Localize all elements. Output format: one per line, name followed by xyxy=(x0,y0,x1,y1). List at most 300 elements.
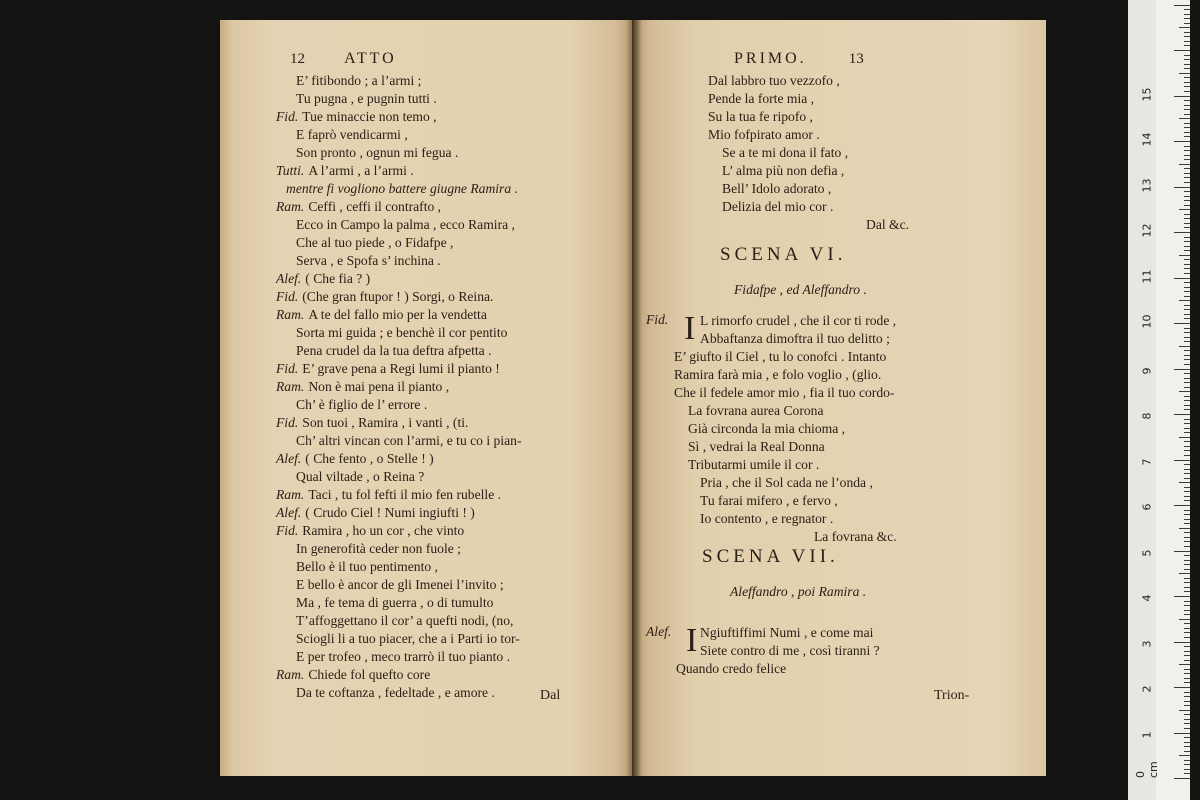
ruler-label: 9 xyxy=(1140,367,1154,374)
scene-6-personae: Fidafpe , ed Aleffandro . xyxy=(734,282,867,297)
ruler-tick xyxy=(1184,560,1190,561)
aria-line: Mio fofpirato amor . xyxy=(708,127,820,142)
ruler-tick xyxy=(1184,632,1190,633)
ruler-tick xyxy=(1184,614,1190,615)
ruler-tick xyxy=(1184,496,1190,497)
ruler-tick xyxy=(1184,537,1190,538)
ruler-tick xyxy=(1184,64,1190,65)
ruler-tick xyxy=(1184,309,1190,310)
ruler-tick xyxy=(1184,55,1190,56)
ruler-tick xyxy=(1184,532,1190,533)
ruler-tick xyxy=(1179,391,1190,392)
aria-line: Delizia del mio cor . xyxy=(722,199,834,214)
speaker-label: Fid. xyxy=(276,523,299,538)
ruler-tick xyxy=(1184,737,1190,738)
dialogue-line xyxy=(282,558,627,576)
ruler-tick xyxy=(1184,541,1190,542)
dialogue-line xyxy=(282,540,627,558)
dialogue-line xyxy=(282,324,627,342)
ruler-label: 3 xyxy=(1140,640,1154,647)
ruler-tick xyxy=(1179,528,1190,529)
ruler-tick xyxy=(1179,664,1190,665)
verse-text: Serva , e Spofa s’ inchina . xyxy=(296,253,441,268)
verse-line: Sì , vedrai la Real Donna xyxy=(688,439,825,454)
ruler-tick xyxy=(1174,687,1190,688)
ruler-tick xyxy=(1184,314,1190,315)
speaker-label: Fid. xyxy=(646,312,669,327)
speaker-label: Alef. xyxy=(646,624,672,639)
ruler-label: 7 xyxy=(1140,458,1154,465)
ruler-tick xyxy=(1179,300,1190,301)
ruler-tick xyxy=(1184,701,1190,702)
ruler-tick xyxy=(1184,382,1190,383)
ruler-tick xyxy=(1184,441,1190,442)
dialogue-line xyxy=(282,468,627,486)
dialogue-line xyxy=(276,198,627,216)
ruler-label: 13 xyxy=(1140,178,1154,192)
verse-text: Chiede fol quefto core xyxy=(308,667,431,682)
ruler-tick xyxy=(1184,742,1190,743)
running-head-left: ATTO xyxy=(344,50,397,67)
ruler-tick xyxy=(1184,191,1190,192)
dialogue-line xyxy=(276,306,627,324)
verse-text: Bello è il tuo pentimento , xyxy=(296,559,438,574)
ruler-tick xyxy=(1184,628,1190,629)
verse-text: Non è mai pena il pianto , xyxy=(308,379,450,394)
ruler-tick xyxy=(1184,214,1190,215)
verse-text: (Che gran ftupor ! ) Sorgi, o Reina. xyxy=(302,289,494,304)
verse-text: Sciogli li a tuo piacer, che a i Parti io tor- xyxy=(296,631,520,646)
stage-direction: mentre fi vogliono battere giugne Ramira . xyxy=(286,181,518,196)
ruler-tick xyxy=(1184,77,1190,78)
ruler-tick xyxy=(1184,86,1190,87)
dialogue-line xyxy=(276,108,627,126)
ruler-tick xyxy=(1184,423,1190,424)
ruler-tick xyxy=(1174,141,1190,142)
ruler-tick xyxy=(1184,237,1190,238)
verse-text: Tue minaccie non temo , xyxy=(302,109,437,124)
speaker-label: Fid. xyxy=(276,109,299,124)
ruler-tick xyxy=(1184,328,1190,329)
ruler-tick xyxy=(1174,778,1190,779)
ruler-label: 11 xyxy=(1140,269,1154,283)
verse-text: E bello è ancor de gli Imenei l’invito ; xyxy=(296,577,504,592)
speaker-label: Alef. xyxy=(276,451,302,466)
dialogue-line xyxy=(276,450,627,468)
ruler-tick xyxy=(1184,250,1190,251)
dialogue-line xyxy=(282,72,627,90)
ruler-tick xyxy=(1184,760,1190,761)
dialogue-line xyxy=(276,486,627,504)
ruler-tick xyxy=(1184,155,1190,156)
ruler-tick xyxy=(1184,387,1190,388)
ruler-tick xyxy=(1184,523,1190,524)
ruler-tick xyxy=(1184,396,1190,397)
ruler-tick xyxy=(1184,660,1190,661)
verse-text: E’ grave pena a Regi lumi il pianto ! xyxy=(302,361,500,376)
ruler-label: 6 xyxy=(1140,503,1154,511)
ruler-tick xyxy=(1184,68,1190,69)
ruler-tick xyxy=(1184,14,1190,15)
ruler-tick xyxy=(1184,605,1190,606)
ruler-tick xyxy=(1184,364,1190,365)
aria-line: Io contento , e regnator . xyxy=(700,511,834,526)
ruler-tick xyxy=(1184,655,1190,656)
ruler-tick xyxy=(1184,405,1190,406)
dialogue-line xyxy=(276,270,627,288)
da-capo: La fovrana &c. xyxy=(814,529,897,544)
speaker-label: Tutti. xyxy=(276,163,305,178)
ruler-tick xyxy=(1184,177,1190,178)
ruler-tick xyxy=(1184,218,1190,219)
ruler-label: 14 xyxy=(1140,132,1154,147)
ruler-tick xyxy=(1184,91,1190,92)
ruler-tick xyxy=(1184,546,1190,547)
ruler-tick xyxy=(1174,278,1190,279)
verse-line: Ngiuftiffimi Numi , e come mai xyxy=(700,625,874,640)
dialogue-line xyxy=(282,234,627,252)
ruler-tick xyxy=(1184,150,1190,151)
left-page-header xyxy=(290,50,397,68)
ruler-tick xyxy=(1184,273,1190,274)
ruler-tick xyxy=(1184,623,1190,624)
ruler-tick xyxy=(1184,555,1190,556)
ruler-label: 4 xyxy=(1140,594,1154,602)
ruler-tick xyxy=(1184,105,1190,106)
verse-line: Ramira farà mia , e folo voglio , (glio. xyxy=(674,367,882,382)
speaker-label: Fid. xyxy=(276,289,299,304)
aria-line: Pria , che il Sol cada ne l’onda , xyxy=(700,475,873,490)
ruler-tick xyxy=(1184,109,1190,110)
verse-text: E faprò vendicarmi , xyxy=(296,127,408,142)
da-capo: Dal &c. xyxy=(866,217,910,232)
ruler-tick xyxy=(1184,173,1190,174)
ruler-tick xyxy=(1184,259,1190,260)
scene-7-personae: Aleffandro , poi Ramira . xyxy=(730,584,867,599)
dialogue-line xyxy=(282,144,627,162)
verse-text: Ramira , ho un cor , che vinto xyxy=(302,523,465,538)
verse-line: Quando credo felice xyxy=(676,661,787,676)
dialogue-line xyxy=(276,522,627,540)
ruler-tick xyxy=(1184,373,1190,374)
ruler-tick xyxy=(1184,146,1190,147)
ruler-tick xyxy=(1184,514,1190,515)
ruler-tick xyxy=(1174,551,1190,552)
verse-text: Son tuoi , Ramira , i vanti , (ti. xyxy=(302,415,469,430)
ruler-tick xyxy=(1184,682,1190,683)
ruler-tick xyxy=(1184,751,1190,752)
ruler-tick xyxy=(1184,227,1190,228)
ruler-tick xyxy=(1184,264,1190,265)
ruler-tick xyxy=(1184,205,1190,206)
ruler-tick xyxy=(1184,491,1190,492)
aria-line: Se a te mi dona il fato , xyxy=(722,145,849,160)
dialogue-line xyxy=(276,360,627,378)
ruler-label: 1 xyxy=(1140,731,1154,738)
ruler-tick xyxy=(1184,678,1190,679)
dialogue-line xyxy=(282,342,627,360)
ruler-tick xyxy=(1184,601,1190,602)
verse-text: Che al tuo piede , o Fidafpe , xyxy=(296,235,454,250)
ruler-tick xyxy=(1179,710,1190,711)
ruler-tick xyxy=(1184,350,1190,351)
ruler-tick xyxy=(1184,41,1190,42)
ruler-tick xyxy=(1184,241,1190,242)
verse-text: A l’armi , a l’armi . xyxy=(308,163,414,178)
dialogue-line xyxy=(276,288,627,306)
scene-6-text xyxy=(674,312,897,546)
verse-text: E’ fitibondo ; a l’armi ; xyxy=(296,73,422,88)
ruler-tick xyxy=(1184,341,1190,342)
ruler-tick xyxy=(1174,187,1190,188)
ruler-tick xyxy=(1184,569,1190,570)
dialogue-line xyxy=(282,594,627,612)
ruler-tick xyxy=(1184,469,1190,470)
ruler-tick xyxy=(1179,573,1190,574)
ruler-tick xyxy=(1179,73,1190,74)
ruler-tick xyxy=(1184,82,1190,83)
verse-line: Siete contro di me , così tiranni ? xyxy=(700,643,880,658)
ruler-tick xyxy=(1184,764,1190,765)
right-page xyxy=(634,20,1046,776)
speaker-label: Ram. xyxy=(276,379,305,394)
speaker-label: Ram. xyxy=(276,487,305,502)
aria-line: Tu farai mifero , e fervo , xyxy=(700,493,838,508)
dialogue-line xyxy=(282,576,627,594)
ruler-tick xyxy=(1184,282,1190,283)
ruler-tick xyxy=(1184,45,1190,46)
speaker-label: Alef. xyxy=(276,505,302,520)
dialogue-line xyxy=(282,216,627,234)
aria-line: Pende la forte mia , xyxy=(708,91,815,106)
dialogue-line xyxy=(282,396,627,414)
verse-line: Già circonda la mia chioma , xyxy=(688,421,846,436)
verse-text: Taci , tu fol fefti il mio fen rubelle . xyxy=(308,487,502,502)
ruler-tick xyxy=(1184,291,1190,292)
ruler-tick xyxy=(1174,50,1190,51)
right-page-header xyxy=(734,50,864,68)
dialogue-line xyxy=(276,666,627,684)
verse-text: In generofità ceder non fuole ; xyxy=(296,541,461,556)
verse-text: Sorta mi guida ; e benchè il cor pentito xyxy=(296,325,508,340)
speaker-label: Fid. xyxy=(276,361,299,376)
ruler-tick xyxy=(1184,487,1190,488)
ruler-tick xyxy=(1184,23,1190,24)
ruler-tick xyxy=(1174,505,1190,506)
speaker-label: Ram. xyxy=(276,199,305,214)
dialogue-line xyxy=(282,432,627,450)
ruler-tick xyxy=(1184,223,1190,224)
dialogue-line xyxy=(282,180,627,198)
ruler-tick xyxy=(1174,96,1190,97)
ruler-tick xyxy=(1184,9,1190,10)
ruler-tick xyxy=(1184,332,1190,333)
speaker-label: Alef. xyxy=(276,271,302,286)
verse-text: E per trofeo , meco trarrò il tuo pianto . xyxy=(296,649,511,664)
scene-6-initial: I xyxy=(684,310,696,347)
ruler-label: 5 xyxy=(1140,549,1154,556)
ruler-tick xyxy=(1179,209,1190,210)
ruler-tick xyxy=(1174,232,1190,233)
ruler-tick xyxy=(1184,719,1190,720)
ruler-tick xyxy=(1184,723,1190,724)
ruler-tick xyxy=(1184,746,1190,747)
aria-line: L’ alma più non defia , xyxy=(722,163,845,178)
ruler-tick xyxy=(1179,164,1190,165)
ruler-tick xyxy=(1174,642,1190,643)
ruler-tick xyxy=(1184,769,1190,770)
ruler-tick xyxy=(1184,59,1190,60)
open-book xyxy=(220,20,1046,776)
ruler-tick xyxy=(1184,564,1190,565)
ruler-tick xyxy=(1184,714,1190,715)
dialogue-line xyxy=(282,90,627,108)
speaker-label: Ram. xyxy=(276,307,305,322)
ruler-tick xyxy=(1184,773,1190,774)
ruler-tick xyxy=(1184,587,1190,588)
ruler-tick xyxy=(1184,127,1190,128)
dialogue-line xyxy=(282,126,627,144)
dialogue-line xyxy=(282,252,627,270)
ruler-tick xyxy=(1184,100,1190,101)
verse-text: Ma , fe tema di guerra , o di tumulto xyxy=(296,595,494,610)
dialogue-line xyxy=(282,684,627,702)
ruler-tick xyxy=(1184,696,1190,697)
ruler-tick xyxy=(1184,473,1190,474)
dialogue-line xyxy=(276,504,627,522)
ruler-tick xyxy=(1184,450,1190,451)
ruler-tick xyxy=(1179,346,1190,347)
page-number-left: 12 xyxy=(290,51,305,67)
verse-line: Tributarmi umile il cor . xyxy=(688,457,820,472)
dialogue-line xyxy=(276,414,627,432)
verse-text: ( Che fia ? ) xyxy=(305,271,371,286)
ruler-tick xyxy=(1184,123,1190,124)
ruler-tick xyxy=(1184,318,1190,319)
verse-text: Ch’ è figlio de l’ errore . xyxy=(296,397,428,412)
ruler-tick xyxy=(1184,196,1190,197)
ruler-tick xyxy=(1174,733,1190,734)
verse-text: Ecco in Campo la palma , ecco Ramira , xyxy=(296,217,515,232)
ruler-tick xyxy=(1184,246,1190,247)
catchword-left: Dal xyxy=(540,688,561,703)
ruler-tick xyxy=(1174,596,1190,597)
ruler-tick xyxy=(1184,591,1190,592)
ruler-tick xyxy=(1184,519,1190,520)
ruler-tick xyxy=(1184,446,1190,447)
ruler-label: 15 xyxy=(1140,87,1154,101)
verse-text: Tu pugna , e pugnin tutti . xyxy=(296,91,437,106)
aria-block xyxy=(708,72,909,234)
ruler-tick xyxy=(1184,159,1190,160)
ruler-tick xyxy=(1184,182,1190,183)
ruler-tick xyxy=(1184,673,1190,674)
verse-line: L rimorfo crudel , che il cor ti rode , xyxy=(700,313,897,328)
dialogue-line xyxy=(282,612,627,630)
verse-line: E’ giufto il Ciel , tu lo conofci . Intanto xyxy=(674,349,887,364)
dialogue-line xyxy=(282,648,627,666)
verse-text: Pena crudel da la tua deftra afpetta . xyxy=(296,343,492,358)
ruler-label: 0 cm xyxy=(1134,761,1160,778)
left-page xyxy=(220,20,632,776)
ruler-tick xyxy=(1184,114,1190,115)
ruler-tick xyxy=(1184,36,1190,37)
ruler-label: 10 xyxy=(1140,314,1154,329)
aria-line: Su la tua fe ripofo , xyxy=(708,109,813,124)
aria-line: Bell’ Idolo adorato , xyxy=(722,181,832,196)
ruler-label: 2 xyxy=(1140,685,1154,693)
ruler-tick xyxy=(1174,414,1190,415)
ruler-tick xyxy=(1184,32,1190,33)
ruler-tick xyxy=(1184,692,1190,693)
verse-line: Che il fedele amor mio , fia il tuo cordo- xyxy=(674,385,895,400)
scene-6-title: SCENA VI. xyxy=(720,244,847,265)
ruler-tick xyxy=(1184,200,1190,201)
ruler-label: 12 xyxy=(1140,223,1154,238)
verse-text: ( Crudo Ciel ! Numi ingiufti ! ) xyxy=(305,505,475,520)
ruler-tick xyxy=(1174,5,1190,6)
ruler-tick xyxy=(1184,287,1190,288)
ruler-tick xyxy=(1184,268,1190,269)
ruler-tick xyxy=(1184,728,1190,729)
ruler-tick xyxy=(1184,455,1190,456)
ruler-tick xyxy=(1184,428,1190,429)
ruler-tick xyxy=(1179,619,1190,620)
verse-line: Abbaftanza dimoftra il tuo delitto ; xyxy=(700,331,890,346)
ruler-tick xyxy=(1174,369,1190,370)
ruler-tick xyxy=(1184,419,1190,420)
ruler-tick xyxy=(1184,136,1190,137)
scene-7-title: SCENA VII. xyxy=(702,546,839,567)
ruler-tick xyxy=(1184,168,1190,169)
dialogue-line xyxy=(282,630,627,648)
ruler-tick xyxy=(1184,400,1190,401)
ruler-tick xyxy=(1184,464,1190,465)
verse-text: Ceffi , ceffi il contrafto , xyxy=(308,199,442,214)
ruler-tick xyxy=(1184,432,1190,433)
ruler-tick xyxy=(1184,355,1190,356)
scene-6-speaker xyxy=(646,312,668,328)
scene-7-text xyxy=(676,624,880,678)
ruler-tick xyxy=(1184,337,1190,338)
dialogue-line xyxy=(276,162,627,180)
verse-text: T’affoggettano il cor’ a quefti nodi, (no, xyxy=(296,613,514,628)
ruler-tick xyxy=(1179,118,1190,119)
ruler-tick xyxy=(1184,296,1190,297)
verse-text: A te del fallo mio per la vendetta xyxy=(308,307,487,322)
speaker-label: Ram. xyxy=(276,667,305,682)
ruler-tick xyxy=(1184,705,1190,706)
ruler-tick xyxy=(1184,378,1190,379)
book-gutter xyxy=(626,20,642,776)
speaker-label: Fid. xyxy=(276,415,299,430)
ruler-tick xyxy=(1179,437,1190,438)
ruler-tick xyxy=(1184,359,1190,360)
left-page-text xyxy=(276,72,627,702)
scene-7-speaker xyxy=(646,624,671,640)
measuring-ruler xyxy=(1128,0,1190,800)
ruler-tick xyxy=(1174,323,1190,324)
ruler-tick xyxy=(1184,669,1190,670)
aria-line: Dal labbro tuo vezzofo , xyxy=(708,73,840,88)
ruler-tick xyxy=(1184,510,1190,511)
verse-line: La fovrana aurea Corona xyxy=(688,403,824,418)
ruler-tick xyxy=(1179,482,1190,483)
ruler-tick xyxy=(1184,409,1190,410)
dialogue-line xyxy=(276,378,627,396)
catchword-right: Trion- xyxy=(934,688,970,703)
verse-text: Da te coftanza , fedeltade , e amore . xyxy=(296,685,495,700)
